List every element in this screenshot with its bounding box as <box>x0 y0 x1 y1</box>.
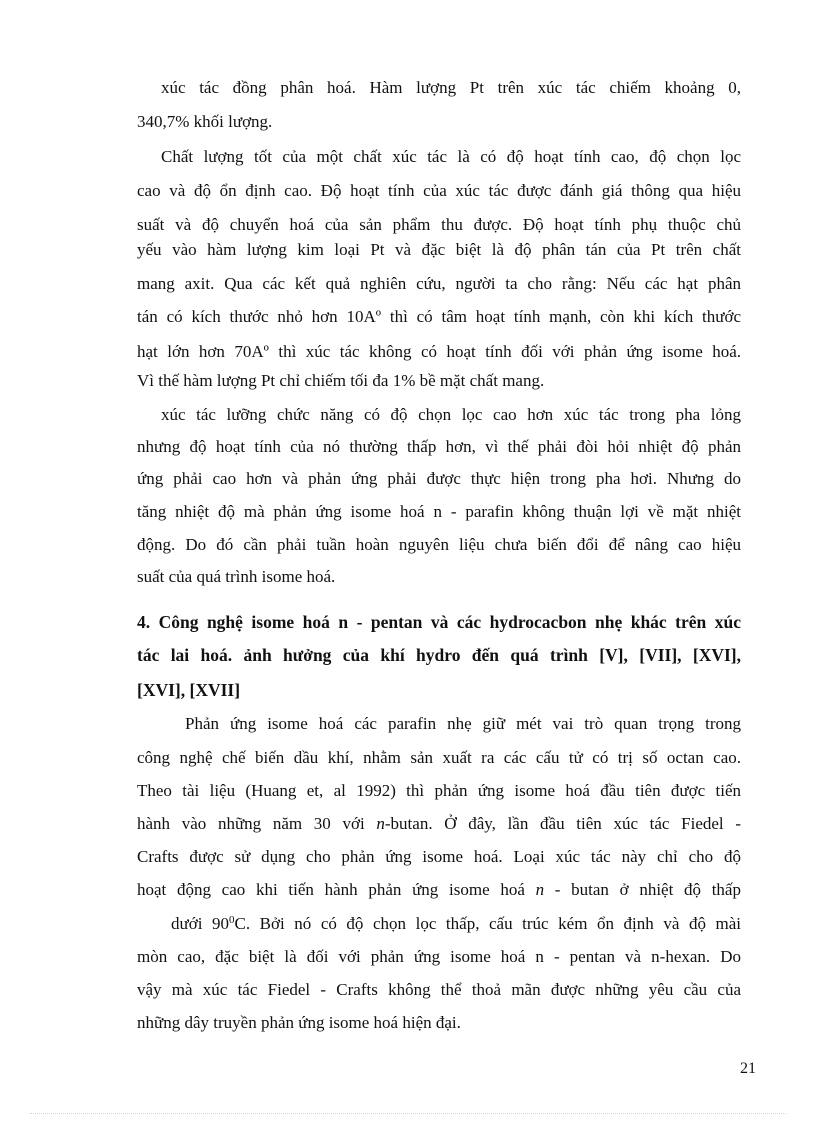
section-heading-line-2: tác lai hoá. ảnh hưởng của khí hydro đến quá trình [V], [VII], [XVI], <box>137 645 741 665</box>
paragraph-1-line-2: 340,7% khối lượng. <box>137 112 273 131</box>
paragraph-4-line-7-part-2: C. Bởi nó có độ chọn lọc thấp, cấu trúc kém ổn định và độ mài <box>234 914 741 933</box>
paragraph-2-line-8: Vì thế hàm lượng Pt chỉ chiếm tối đa 1% bề mặt chất mang. <box>137 371 545 390</box>
paragraph-4-line-4-part-1: hành vào những năm 30 với <box>137 814 377 833</box>
paragraph-3-line-1: xúc tác lưỡng chức năng có độ chọn lọc cao hơn xúc tác trong pha lỏng <box>161 405 741 424</box>
paragraph-1-line-1: xúc tác đồng phân hoá. Hàm lượng Pt trên xúc tác chiếm khoảng 0, <box>161 78 741 97</box>
paragraph-4-line-8: mòn cao, đặc biệt là đối với phản ứng isome hoá n - pentan và n-hexan. Do <box>137 947 741 966</box>
degree-superscript: 0 <box>229 914 235 926</box>
paragraph-2-line-6: tán có kích thước nhỏ hơn 10Aº thì có tâm hoạt tính mạnh, còn khi kích thước <box>137 307 741 326</box>
paragraph-4-line-4-part-2: -butan. Ở đây, lần đầu tiên xúc tác Fiedel - <box>384 814 741 833</box>
paragraph-4-line-6-part-2: - butan ở nhiệt độ thấp <box>544 880 741 899</box>
paragraph-4-line-5: Crafts được sử dụng cho phản ứng isome hoá. Loại xúc tác này chỉ cho độ <box>137 847 741 866</box>
paragraph-2-line-1: Chất lượng tốt của một chất xúc tác là có độ hoạt tính cao, độ chọn lọc <box>161 147 741 166</box>
paragraph-4-line-6-part-1: hoạt động cao khi tiến hành phản ứng isome hoá <box>137 880 536 899</box>
paragraph-3-line-2: nhưng độ hoạt tính của nó thường thấp hơn, vì thế phải đòi hỏi nhiệt độ phản <box>137 437 741 456</box>
paragraph-4-line-1: Phản ứng isome hoá các parafin nhẹ giữ mét vai trò quan trọng trong <box>185 714 741 733</box>
paragraph-4-line-6-italic: n <box>535 880 545 899</box>
footer-divider <box>30 1113 786 1114</box>
paragraph-2-line-4: yếu vào hàm lượng kim loại Pt và đặc biệt là độ phân tán của Pt trên chất <box>137 240 741 259</box>
paragraph-4-line-4 <box>137 813 741 835</box>
paragraph-2-line-2: cao và độ ổn định cao. Độ hoạt tính của xúc tác được đánh giá thông qua hiệu <box>137 181 741 200</box>
section-heading-line-1: 4. Công nghệ isome hoá n - pentan và các hydrocacbon nhẹ khác trên xúc <box>137 612 741 632</box>
paragraph-3-line-5: động. Do đó cần phải tuần hoàn nguyên liệu chưa biến đổi để nâng cao hiệu <box>137 535 741 554</box>
paragraph-4-line-6 <box>137 879 741 901</box>
paragraph-2-line-3: suất và độ chuyển hoá của sản phẩm thu được. Độ hoạt tính phụ thuộc chủ <box>137 215 741 234</box>
paragraph-4-line-7 <box>171 913 741 935</box>
paragraph-4-line-2: công nghệ chế biến dầu khí, nhằm sản xuất ra các cấu tử có trị số octan cao. <box>137 748 741 767</box>
paragraph-3-line-4: tăng nhiệt độ mà phản ứng isome hoá n - parafin không thuận lợi về mặt nhiệt <box>137 502 741 521</box>
page-number: 21 <box>740 1060 756 1077</box>
paragraph-2-line-5: mang axit. Qua các kết quả nghiên cứu, người ta cho rằng: Nếu các hạt phân <box>137 274 741 293</box>
paragraph-2-line-7: hạt lớn hơn 70Aº thì xúc tác không có hoạt tính đối với phản ứng isome hoá. <box>137 342 741 361</box>
section-heading-line-3: [XVI], [XVII] <box>137 680 241 700</box>
paragraph-3-line-6: suất của quá trình isome hoá. <box>137 567 336 586</box>
paragraph-4-line-10: những dây truyền phản ứng isome hoá hiện đại. <box>137 1013 461 1032</box>
paragraph-4-line-9: vậy mà xúc tác Fiedel - Crafts không thể thoả mãn được những yêu cầu của <box>137 980 741 999</box>
paragraph-4-line-3: Theo tài liệu (Huang et, al 1992) thì phản ứng isome hoá đầu tiên được tiến <box>137 781 741 800</box>
paragraph-3-line-3: ứng phải cao hơn và phản ứng phải được thực hiện trong pha hơi. Nhưng do <box>137 469 741 488</box>
paragraph-4-line-4-italic: n <box>376 814 385 833</box>
paragraph-4-line-7-part-1: dưới 90 <box>171 914 229 933</box>
